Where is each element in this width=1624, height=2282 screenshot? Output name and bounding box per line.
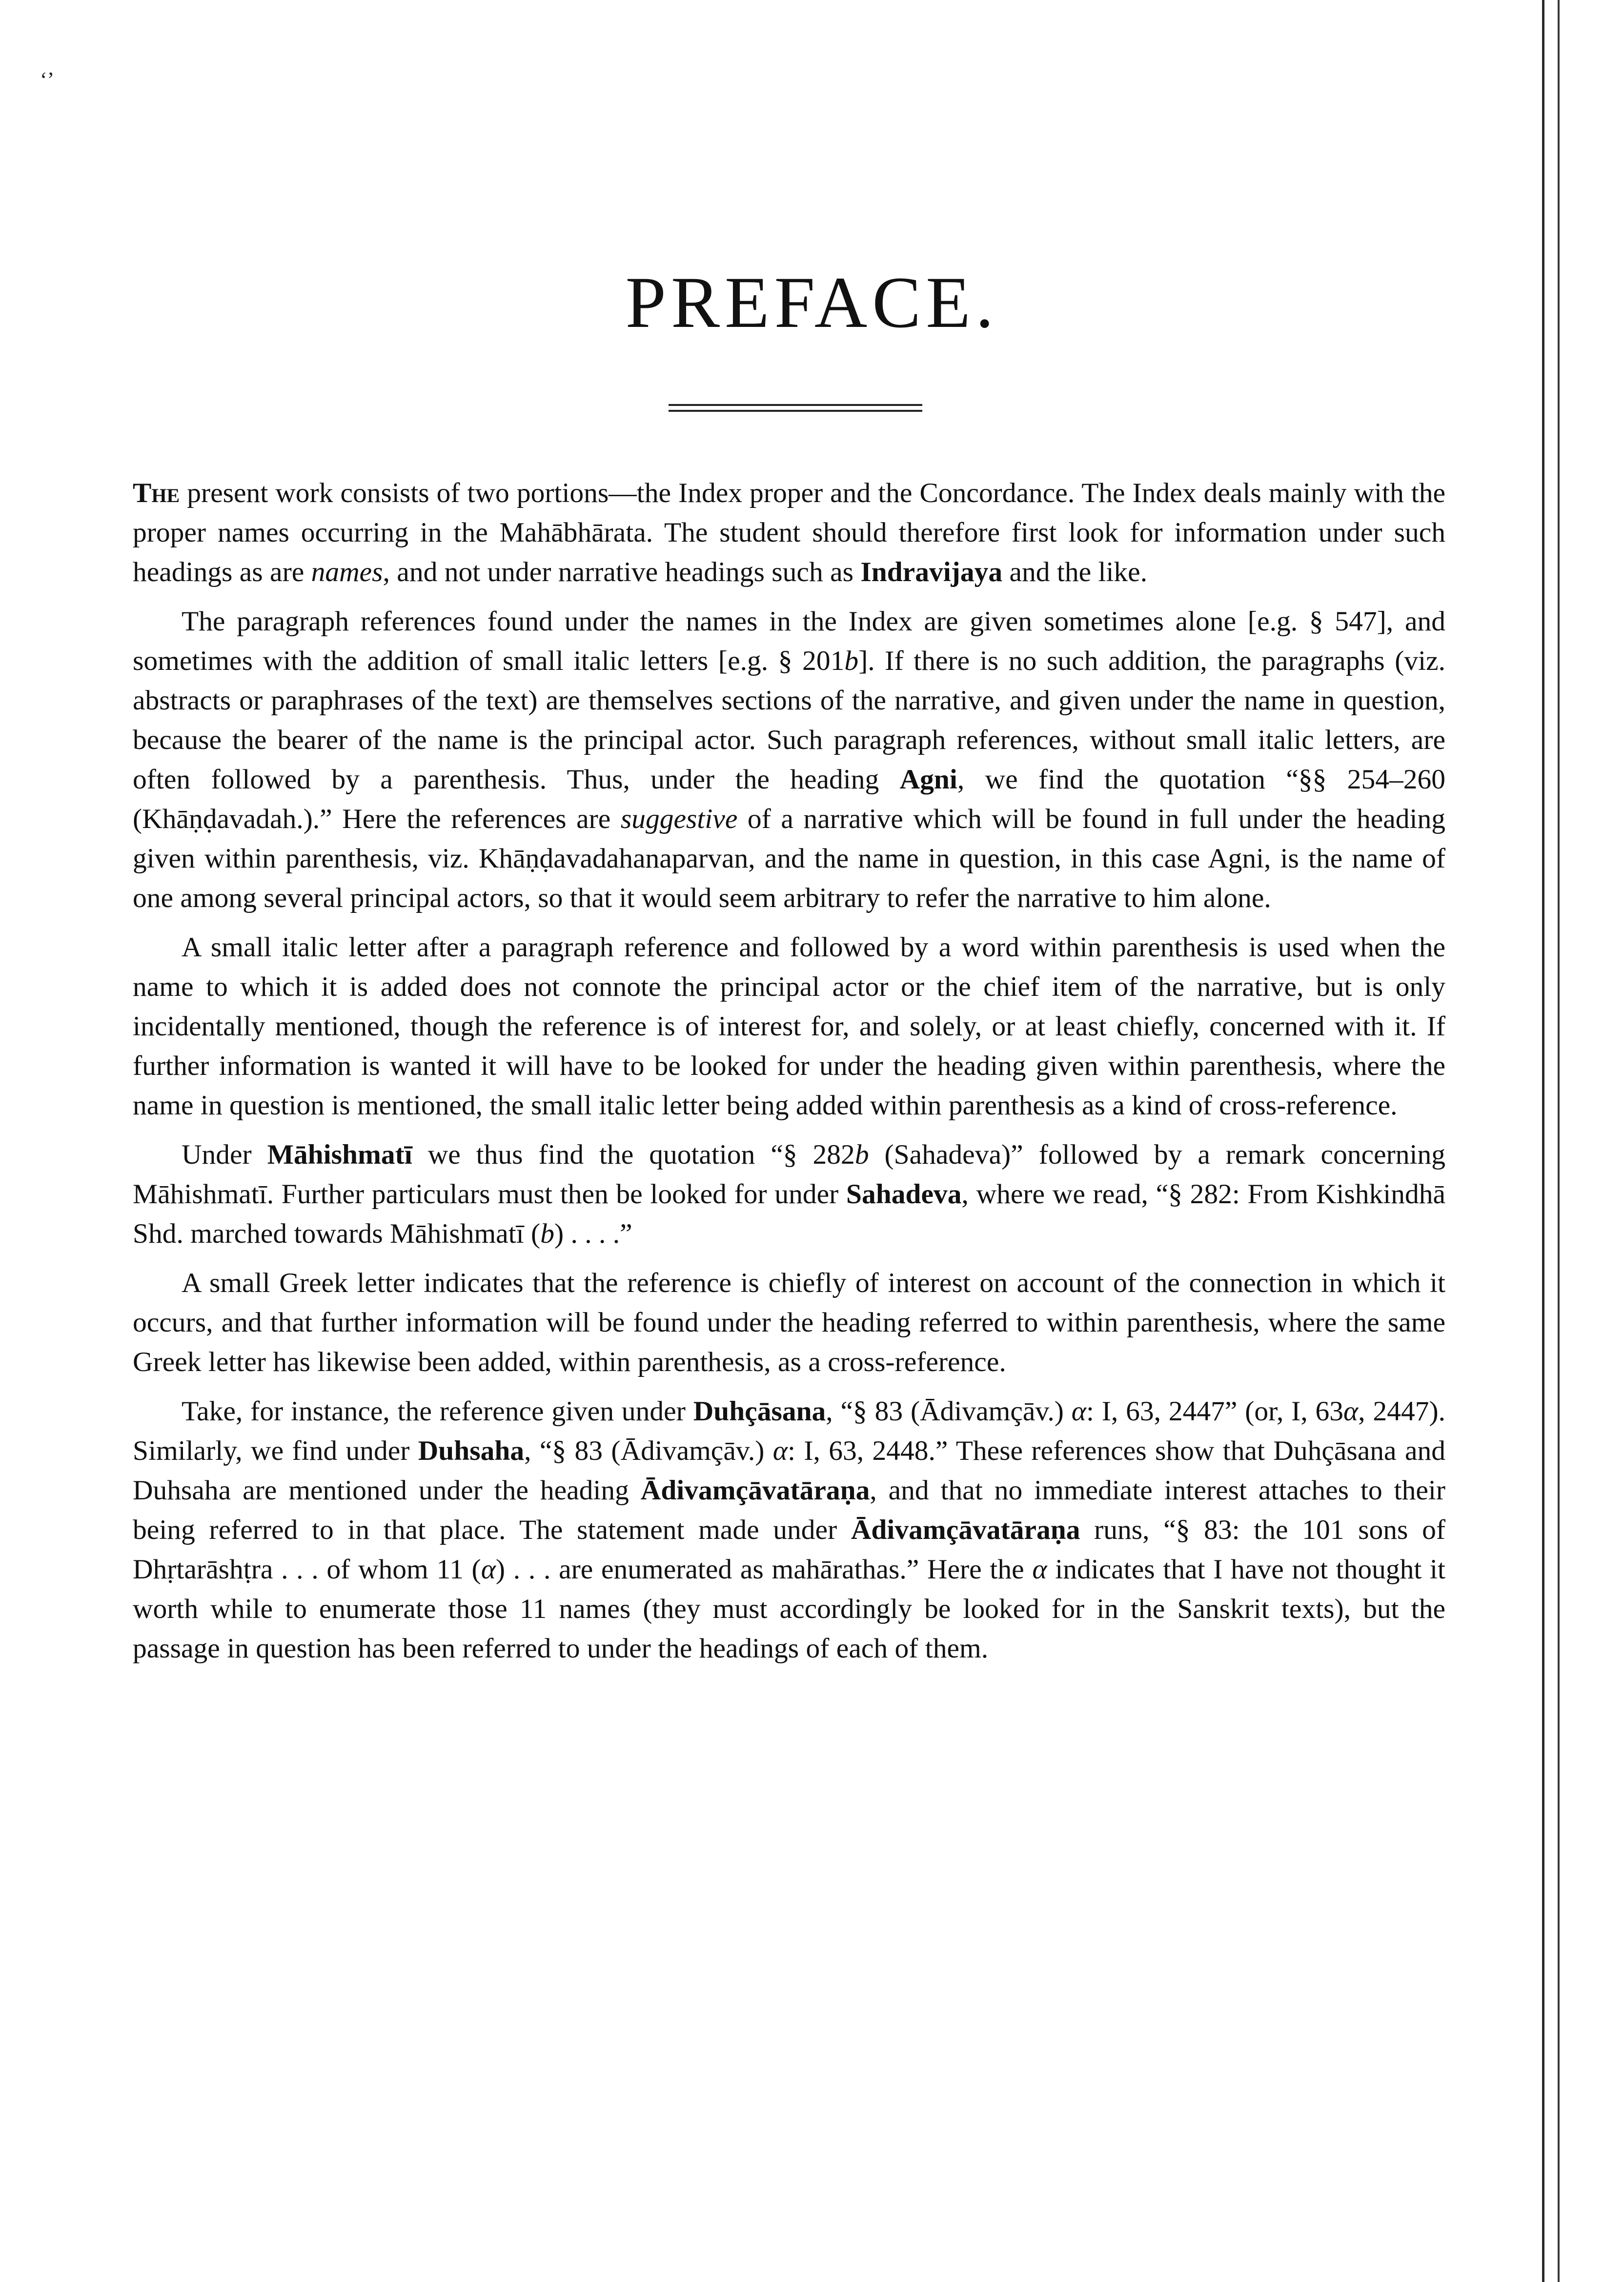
rule-line	[669, 404, 922, 406]
text-run: α	[1343, 1396, 1359, 1427]
text-run: Duhçāsana	[693, 1396, 826, 1427]
text-run: suggestive	[620, 804, 738, 834]
text-run: A small italic letter after a paragraph reference and followed by a word within parenthesis is used when the name to which it is added does not connote the principal actor or the chief item of the narrative, but is only incidentally mentioned, though the reference is of interest for, and solely, or at least chiefly, concerned with it. If further information is wanted it will have to be looked for under the heading given within parenthesis, where the name in question is mentioned, the small italic letter being added within parenthesis as a kind of cross-reference.	[133, 932, 1445, 1121]
text-run: The paragraph references found under the names in the Index are given sometimes alone [e.g. § 547], and sometimes with the addition of small italic letters [e.g. § 201	[133, 606, 1445, 676]
text-run: , “§ 83 (Ādivamçāv.)	[524, 1435, 773, 1466]
paragraph	[133, 602, 1445, 918]
text-run: α	[481, 1554, 496, 1585]
text-run: Duhsaha	[418, 1435, 525, 1466]
text-run: Agni	[899, 764, 957, 795]
text-run: Sahadeva	[846, 1179, 962, 1210]
text-run: , where we read, “§ 282: From Kishkindhā Shd. marched towards Māhishmatī (	[133, 1179, 1445, 1249]
paragraph	[133, 1263, 1445, 1382]
text-run: b	[854, 1139, 869, 1170]
text-run: Māhishmatī	[267, 1139, 412, 1170]
text-run: ]. If there is no such addition, the paragraphs (viz. abstracts or paraphrases of the text) are themselves sections of the narrative, and given under the name in question, because the bearer of the name is the principal actor. Such paragraph references, without small italic letters, are often followed by a parenthesis. Thus, under the heading	[133, 646, 1445, 795]
text-run: Take, for instance, the reference given under	[182, 1396, 693, 1427]
text-run: Under	[182, 1139, 267, 1170]
text-run: and the like.	[1002, 557, 1148, 587]
text-run: , and not under narrative headings such as	[383, 557, 861, 587]
text-run: of a narrative which will be found in full under the heading given within parenthesis, viz. Khāṇḍavadahanaparvan, and the name in question, in this case Agni, is the name of one among several principal actors, so that it would seem arbitrary to refer the narrative to him alone.	[133, 804, 1445, 913]
paragraph	[133, 1392, 1445, 1668]
page-title: PREFACE.	[625, 262, 999, 343]
text-run: ) . . . are enumerated as mahārathas.” Here the	[495, 1554, 1033, 1585]
text-run: , “§ 83 (Ādivamçāv.)	[826, 1396, 1072, 1427]
title-double-rule	[669, 404, 922, 413]
corner-mark: ʻʼ	[40, 68, 55, 92]
text-run: Indravijaya	[860, 557, 1003, 587]
rule-line	[669, 410, 922, 412]
preface-body	[133, 473, 1445, 1678]
text-run: indicates that I have not thought it worth while to enumerate those 11 names (they must accordingly be looked for in the Sanskrit texts), but the passage in question has been referred to under the headings of each of them.	[133, 1554, 1446, 1664]
text-run: A small Greek letter indicates that the reference is chiefly of interest on account of the connection in which it occurs, and that further information will be found under the heading referred to within parenthesis, where the same Greek letter has likewise been added, within parenthesis, as a cross-reference.	[133, 1268, 1445, 1377]
text-run: : I, 63, 2448.” These references show that Duhçāsana and Duhsaha are mentioned under the heading	[133, 1435, 1445, 1506]
scan-edge-line	[1558, 0, 1560, 2282]
text-run: , we find the quotation “§§ 254–260 (Khāṇḍavadah.).” Here the references are	[133, 764, 1445, 834]
paragraph	[133, 928, 1445, 1125]
paragraph	[133, 1135, 1445, 1253]
text-run: present work consists of two portions—the Index proper and the Concordance. The Index deals mainly with the proper names occurring in the Mahābhārata. The student should therefore first look for information under such headings as are	[133, 478, 1445, 587]
text-run: runs, “§ 83: the 101 sons of Dhṛtarāshṭra . . . of whom 11 (	[133, 1515, 1445, 1585]
text-run: α	[1032, 1554, 1047, 1585]
text-run: , 2447). Similarly, we find under	[133, 1396, 1445, 1466]
text-run: α	[1071, 1396, 1086, 1427]
text-run: , and that no immediate interest attaches to their being referred to in that place. The statement made under	[133, 1475, 1445, 1545]
text-run: α	[772, 1435, 788, 1466]
text-run: Ādivamçāvatāraṇa	[640, 1475, 870, 1506]
text-run: b	[844, 646, 859, 676]
text-run: (Sahadeva)” followed by a remark concerning Māhishmatī. Further particulars must then be looked for under	[133, 1139, 1445, 1210]
text-run: Ādivamçāvatāraṇa	[851, 1515, 1080, 1545]
text-run: : I, 63, 2447” (or, I, 63	[1086, 1396, 1344, 1427]
scan-edge-line	[1542, 0, 1544, 2282]
text-run: ) . . . .”	[554, 1218, 632, 1249]
text-run: The	[133, 478, 180, 508]
text-run: we thus find the quotation “§ 282	[412, 1139, 855, 1170]
text-run: names	[311, 557, 383, 587]
text-run: b	[540, 1218, 554, 1249]
paragraph	[133, 473, 1445, 592]
